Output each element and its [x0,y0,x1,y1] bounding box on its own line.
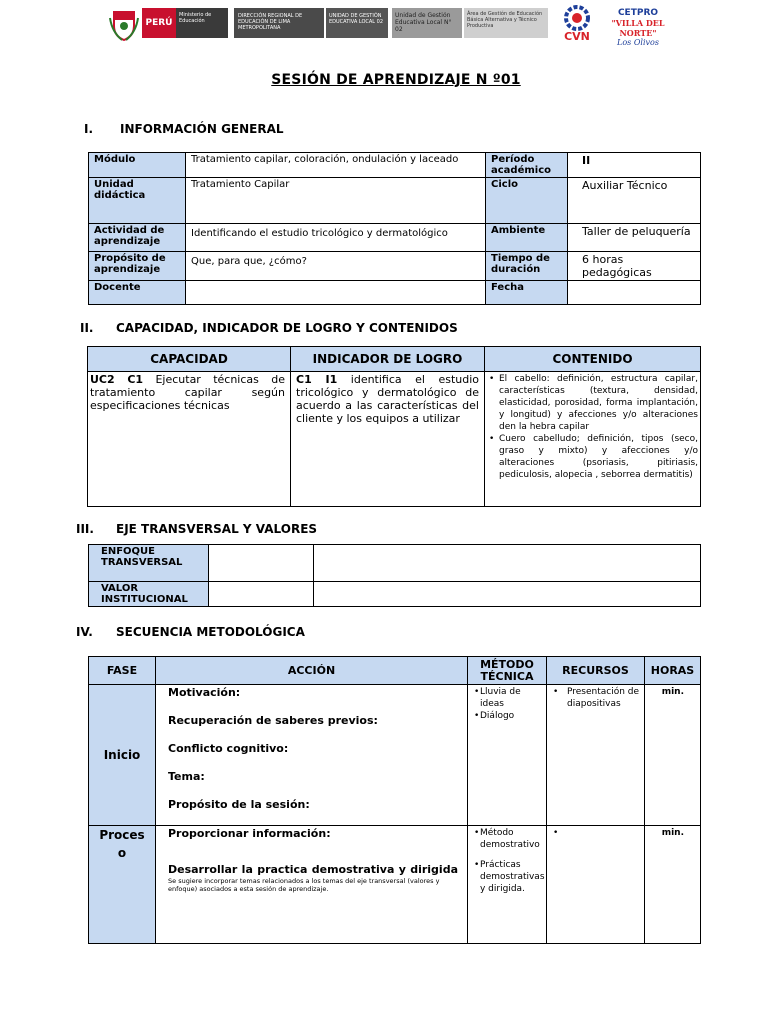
cvn-gear-icon [560,4,594,42]
indicador-text: identifica el estudio tricológico y dermatológico de acuerdo a las características del cliente y los equipos a utilizar [296,373,479,425]
ciclo-value: Auxiliar Técnico [568,178,701,224]
tiempo-label: Tiempo de duración [486,252,568,281]
section-heading-secuencia [76,625,305,639]
accion-tema: Tema: [168,770,205,783]
page-title: SESIÓN DE APRENDIZAJE N º01 [271,72,521,88]
proposito-value: Que, para que, ¿cómo? [186,252,486,281]
cetpro-place: Los Olivos [617,38,659,47]
inicio-metodos [468,685,547,826]
section-number: IV. [76,625,93,639]
recurso-text: Presentación de diapositivas [567,687,640,709]
enfoque-value[interactable] [209,545,314,582]
cetpro-logo [596,8,680,47]
inicio-recursos [547,685,645,826]
indicador-header: INDICADOR DE LOGRO [291,347,485,372]
contenido-cell [485,372,701,507]
valor-value[interactable] [209,582,314,607]
peru-shield-icon [108,6,140,42]
ciclo-label: Ciclo [486,178,568,224]
accion-proposito: Propósito de la sesión: [168,798,310,811]
dre-logo: DIRECCIÓN REGIONAL DE EDUCACIÓN DE LIMA METROPOLITANA [234,8,324,38]
contenido-item: • Cuero cabelludo; definición, tipos (seco, graso y mixto) y afecciones y/o alteraciones (psoriasis, pitiriasis, pediculosis, alopecia , seborrea dermatitis) [497,433,698,481]
accion-saberes-previos: Recuperación de saberes previos: [168,714,378,727]
enfoque-detail[interactable] [314,545,701,582]
ambiente-value: Taller de peluquería [568,224,701,252]
metodo-item: • Diálogo [474,710,543,722]
inicio-horas: min. [645,685,701,826]
tiempo-value: 6 horas pedagógicas [568,252,701,281]
recursos-header: RECURSOS [547,657,645,685]
actividad-value: Identificando el estudio tricológico y dermatológico [186,224,486,252]
contenido-header: CONTENIDO [485,347,701,372]
metodo-item: • Prácticas demostrativas y dirigida. [474,859,543,895]
fecha-value[interactable] [568,281,701,305]
section-heading-eje [76,522,317,536]
section-heading-capacidad [80,321,458,335]
section-title: INFORMACIÓN GENERAL [120,122,284,136]
cvn-text: CVN [564,30,590,42]
recurso-item [553,686,641,710]
section-title: EJE TRANSVERSAL Y VALORES [116,522,318,536]
info-table [88,152,701,305]
horas-header: HORAS [645,657,701,685]
accion-motivacion: Motivación: [168,686,241,699]
proceso-metodos [468,826,547,944]
accion-proporcionar: Proporcionar información: [168,827,331,840]
valor-label: VALOR INSTITUCIONAL [89,582,209,607]
accion-desarrollar-text: Desarrollar la practica demostrativa y dirigida [168,863,458,876]
peru-logo: PERÚ [142,8,176,38]
area-gestion-logo: Área de Gestión de Educación Básica Alternativa y Técnico Productiva [464,8,548,38]
section-title: SECUENCIA METODOLÓGICA [116,625,305,639]
valor-detail[interactable] [314,582,701,607]
proceso-horas: min. [645,826,701,944]
capacidad-text: Ejecutar técnicas de tratamiento capilar según especificaciones técnicas [90,373,285,412]
section-number: III. [76,522,94,536]
ugel-logo: UNIDAD DE GESTIÓN EDUCATIVA LOCAL 02 [326,8,388,38]
eje-table [88,544,701,607]
modulo-value: Tratamiento capilar, coloración, ondulación y laceado [186,153,486,178]
cetpro-label: CETPRO [617,8,659,18]
capacidad-header: CAPACIDAD [88,347,291,372]
capacidad-code: UC2 C1 [90,373,144,386]
fase-proceso: Proces o [89,826,156,944]
secuencia-table [88,656,701,944]
accion-conflicto: Conflicto cognitivo: [168,742,289,755]
bullet-icon: • [553,687,559,697]
periodo-label: Período académico [486,153,568,178]
metodo-header: MÉTODO TÉCNICA [468,657,547,685]
proposito-label: Propósito de aprendizaje [89,252,186,281]
bullet-icon: • [553,828,559,838]
unidad-value: Tratamiento Capilar [186,178,486,224]
indicador-code: C1 I1 [296,373,338,386]
proceso-acciones [156,826,468,944]
accion-header: ACCIÓN [156,657,468,685]
capacidad-cell [88,372,291,507]
ugel-02-logo: Unidad de Gestión Educativa Local N° 02 [392,8,462,38]
unidad-label: Unidad didáctica [89,178,186,224]
section-number: I. [84,122,94,136]
contenido-item: • El cabello: definición, estructura capilar, características (textura, densidad, elasticidad, porosidad, forma implantación, y longitud) y afecciones y/o alteraciones den la hebra capilar [497,373,698,433]
contenido-list [489,373,698,481]
fase-header: FASE [89,657,156,685]
actividad-label: Actividad de aprendizaje [89,224,186,252]
capacidad-table [87,346,701,507]
ambiente-label: Ambiente [486,224,568,252]
section-number: II. [80,321,94,335]
modulo-label: Módulo [89,153,186,178]
proceso-nota: Se sugiere incorporar temas relacionados a los temas del eje transversal (valores y enfoque) asociados a esta sesión de aprendizaje. [168,877,440,893]
enfoque-label: ENFOQUE TRANSVERSAL [89,545,209,582]
section-heading-informacion [84,122,284,136]
indicador-cell [291,372,485,507]
accion-desarrollar [168,863,458,877]
section-title: CAPACIDAD, INDICADOR DE LOGRO Y CONTENIDOS [116,321,458,335]
inicio-acciones [156,685,468,826]
ministerio-logo: Ministerio de Educación [176,8,228,38]
cetpro-name: "VILLA DEL NORTE" [611,18,665,38]
proceso-recursos [547,826,645,944]
fecha-label: Fecha [486,281,568,305]
docente-value[interactable] [186,281,486,305]
periodo-value: II [568,153,701,178]
fase-inicio: Inicio [89,685,156,826]
metodo-item: • Método demostrativo [474,827,543,851]
metodo-item: • Lluvia de ideas [474,686,543,710]
docente-label: Docente [89,281,186,305]
